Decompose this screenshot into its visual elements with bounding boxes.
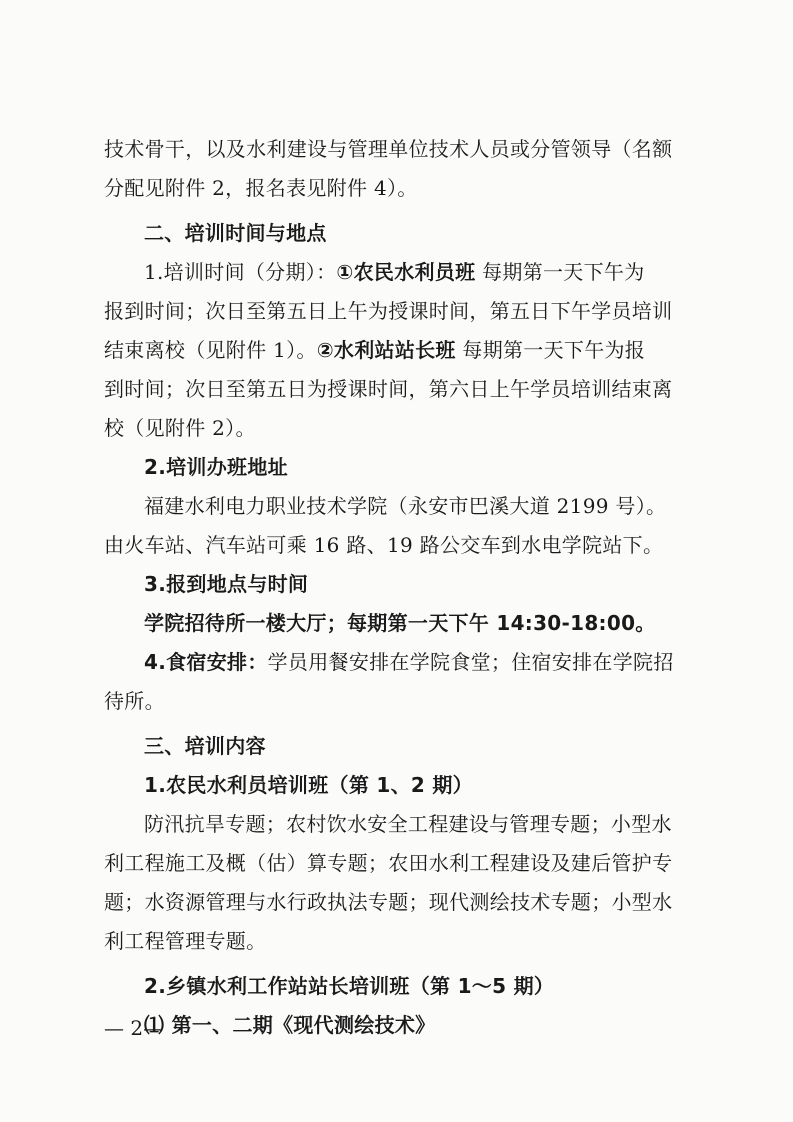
document-body [104,130,694,1045]
paragraph-line: 报到时间；次日至第五日上午为授课时间，第五日下午学员培训 [104,299,673,323]
subsection-heading: 2.乡镇水利工作站站长培训班（第 1～5 期） [144,974,555,998]
paragraph-line: 福建水利电力职业技术学院（永安市巴溪大道 2199 号）。 [144,494,667,518]
item-label: 4.食宿安排： [144,650,268,674]
inline-text: 结束离校（见附件 1）。 [104,338,317,362]
section-heading-2: 二、培训时间与地点 [144,221,327,245]
paragraph-line: 题；水资源管理与水行政执法专题；现代测绘技术专题；小型水 [104,890,673,914]
paragraph-line: 到时间；次日至第五日为授课时间，第六日上午学员培训结束离 [104,377,673,401]
paragraph-line: 学院招待所一楼大厅；每期第一天下午 14:30-18:00。 [144,611,656,635]
paragraph-line: 校（见附件 2）。 [104,416,256,440]
paragraph-line: 分配见附件 2，报名表见附件 4）。 [104,176,418,200]
inline-text: 每期第一天下午为报 [455,338,646,362]
subsection-heading: ⑴ 第一、二期《现代测绘技术》 [144,1013,436,1037]
paragraph-line [104,253,694,292]
paragraph-line: 待所。 [104,689,165,713]
paragraph-line: 防汛抗旱专题；农村饮水安全工程建设与管理专题；小型水 [144,812,672,836]
subsection-heading: 3.报到地点与时间 [144,572,309,596]
paragraph-line [104,331,694,370]
paragraph-line: 由火车站、汽车站可乘 16 路、19 路公交车到水电学院站下。 [104,533,664,557]
page-number: — 2— [104,1016,164,1040]
item-label: 1.培训时间（分期）： [144,260,337,284]
paragraph-line: 利工程施工及概（估）算专题；农田水利工程建设及建后管护专 [104,851,673,875]
section-heading-3: 三、培训内容 [144,734,266,758]
bold-class-name: ①农民水利员班 [336,260,476,284]
subsection-heading: 2.培训办班地址 [144,455,288,479]
subsection-heading: 1.农民水利员培训班（第 1、2 期） [144,773,473,797]
bold-class-name: ②水利站站长班 [316,338,456,362]
paragraph-line: 技术骨干，以及水利建设与管理单位技术人员或分管领导（名额 [104,137,673,161]
paragraph-line [104,643,694,682]
inline-text: 学员用餐安排在学院食堂；住宿安排在学院招 [267,650,674,674]
paragraph-line: 利工程管理专题。 [104,929,267,953]
inline-text: 每期第一天下午为 [475,260,645,284]
